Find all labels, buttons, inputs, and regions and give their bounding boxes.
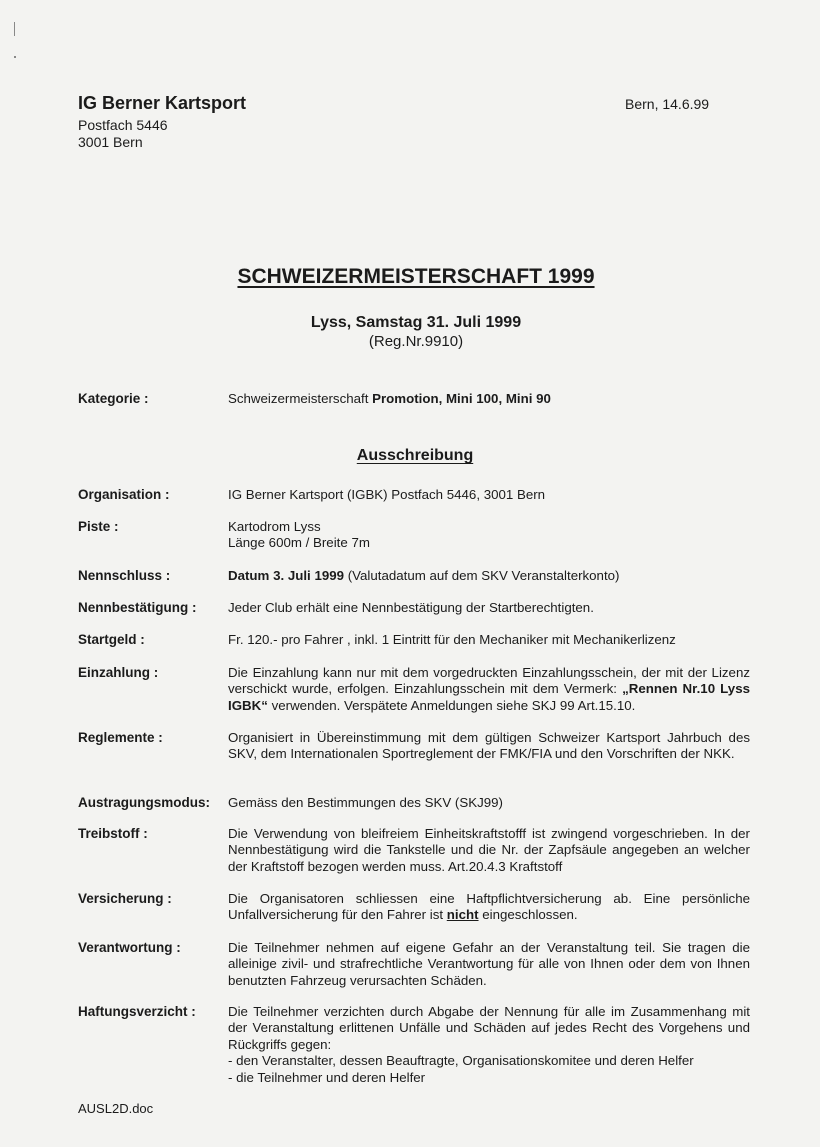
versicherung-value: [228, 891, 750, 924]
einzahlung-value: [228, 665, 750, 714]
reglemente-label: Reglemente :: [78, 730, 163, 745]
nennschluss-text: (Valutadatum auf dem SKV Veranstalterkonto): [344, 568, 620, 583]
kategorie-classes: Promotion, Mini 100, Mini 90: [372, 391, 551, 406]
haftungsverzicht-item-1: - den Veranstalter, dessen Beauftragte, Organisationskomitee und deren Helfer: [228, 1053, 694, 1069]
file-name-footer: AUSL2D.doc: [78, 1101, 154, 1116]
einzahlung-text-b: verwenden. Verspätete Anmeldungen siehe SKJ 99 Art.15.10.: [267, 697, 636, 713]
letter-date: Bern, 14.6.99: [625, 96, 710, 112]
versicherung-text-a: Die Organisatoren schliessen eine Haftpflichtversicherung ab. Eine persönliche Unfallversicherung für den Fahrer ist: [228, 891, 750, 923]
nennbestaetigung-value: Jeder Club erhält eine Nennbestätigung der Startberechtigten.: [228, 600, 594, 615]
piste-line-2: Länge 600m / Breite 7m: [228, 535, 370, 551]
scan-mark: [14, 56, 16, 58]
haftungsverzicht-value: [228, 1004, 750, 1086]
haftungsverzicht-text: Die Teilnehmer verzichten durch Abgabe der Nennung für alle im Zusammenhang mit der Veranstaltung erlittenen Unfälle und Schäden auf jedes Recht des Vorgehens und Rückgriffs gegen:: [228, 1004, 750, 1052]
organization-postbox: Postfach 5446: [78, 117, 168, 133]
piste-line-1: Kartodrom Lyss: [228, 519, 321, 534]
piste-label: Piste :: [78, 519, 119, 534]
startgeld-value: Fr. 120.- pro Fahrer , inkl. 1 Eintritt für den Mechaniker mit Mechanikerlizenz: [228, 632, 676, 647]
einzahlung-text-a: Die Einzahlung kann nur mit dem vorgedruckten Einzahlungsschein, der mit der Lizenz verschickt wurde, erfolgen. Einzahlungsschein mit dem Vermerk:: [228, 665, 750, 697]
kategorie-label: Kategorie :: [78, 391, 149, 406]
einzahlung-label: Einzahlung :: [78, 665, 159, 680]
treibstoff-label: Treibstoff :: [78, 826, 148, 841]
document-title: SCHWEIZERMEISTERSCHAFT 1999: [237, 265, 595, 288]
versicherung-emphasis: nicht: [446, 907, 479, 923]
kategorie-text: Schweizermeisterschaft: [228, 391, 373, 406]
scan-mark: [14, 22, 15, 36]
treibstoff-value: Die Verwendung von bleifreiem Einheitskraftstofff ist zwingend vorgeschrieben. In der Nennbestätigung wird die Tankstelle und die Nr. der Zapfsäule angegeben an welcher der Kraftstoff bezogen werden muss. Art.20.4.3 Kraftstoff: [228, 826, 750, 874]
reglemente-value: Organisiert in Übereinstimmung mit dem gültigen Schweizer Kartsport Jahrbuch des SKV, dem Internationalen Sportreglement der FMK/FIA und den Vorschriften der NKK.: [228, 730, 750, 762]
versicherung-text-b: eingeschlossen.: [478, 907, 578, 923]
austragungsmodus-label: Austragungsmodus:: [78, 795, 211, 810]
piste-value: [228, 519, 750, 552]
nennschluss-label: Nennschluss :: [78, 568, 171, 583]
nennschluss-date: Datum 3. Juli 1999: [228, 568, 345, 583]
nennschluss-value: [228, 568, 750, 584]
event-date-location: Lyss, Samstag 31. Juli 1999: [310, 314, 522, 331]
austragungsmodus-value: Gemäss den Bestimmungen des SKV (SKJ99): [228, 795, 503, 810]
verantwortung-value: Die Teilnehmer nehmen auf eigene Gefahr an der Veranstaltung teil. Sie tragen die alleinige zivil- und strafrechtliche Verantwortung für alle von Ihnen oder dem von Ihnen benutzten Fahrzeug verursachten Schäden.: [228, 940, 750, 988]
haftungsverzicht-label: Haftungsverzicht :: [78, 1004, 196, 1019]
startgeld-label: Startgeld :: [78, 632, 145, 647]
organization-name: IG Berner Kartsport: [78, 93, 247, 113]
registration-number: (Reg.Nr.9910): [368, 333, 464, 350]
versicherung-label: Versicherung :: [78, 891, 172, 906]
nennbestaetigung-label: Nennbestätigung :: [78, 600, 197, 615]
einzahlung-reference: „Rennen Nr.10 Lyss IGBK“: [228, 681, 750, 713]
verantwortung-label: Verantwortung :: [78, 940, 181, 955]
haftungsverzicht-item-2: - die Teilnehmer und deren Helfer: [228, 1069, 426, 1085]
section-heading: Ausschreibung: [356, 447, 474, 464]
organization-city: 3001 Bern: [78, 134, 143, 150]
kategorie-value: [228, 391, 750, 407]
organisation-value: IG Berner Kartsport (IGBK) Postfach 5446, 3001 Bern: [228, 487, 546, 502]
organisation-label: Organisation :: [78, 487, 170, 502]
